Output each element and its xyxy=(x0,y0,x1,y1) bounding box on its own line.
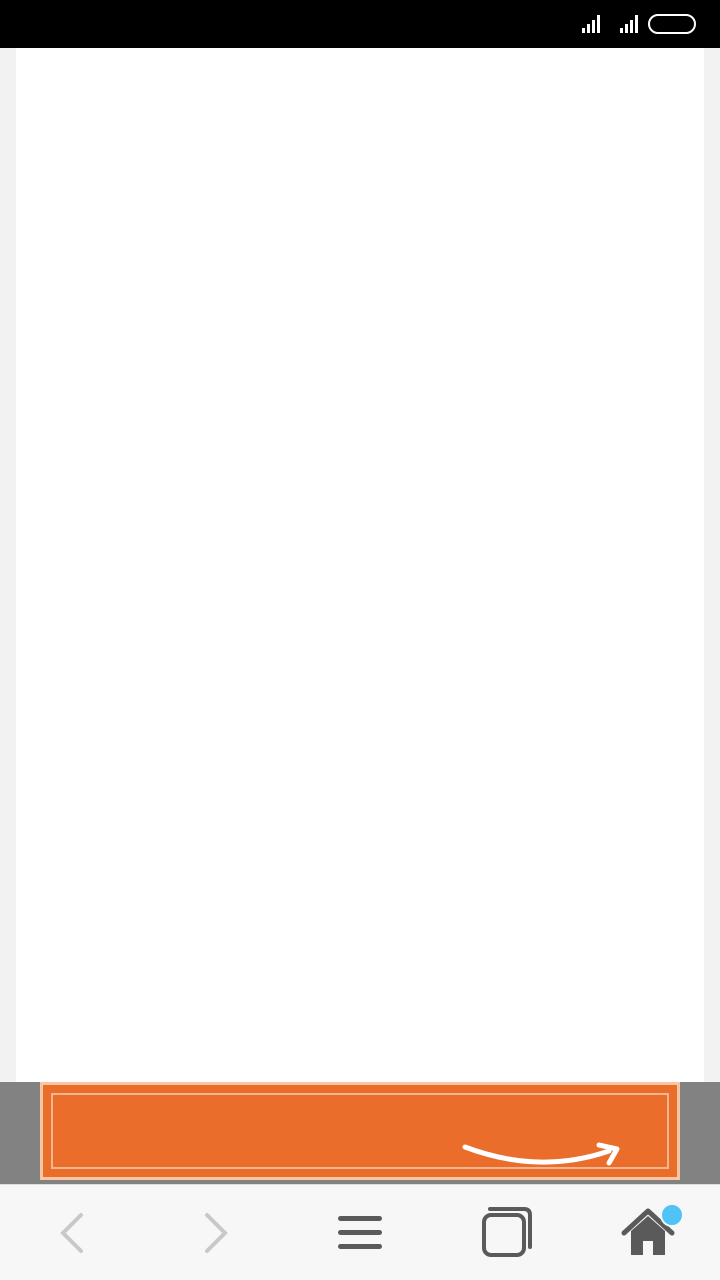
tab-count xyxy=(474,1208,534,1268)
menu-button[interactable] xyxy=(330,1203,390,1263)
back-button[interactable] xyxy=(42,1203,102,1263)
tabs-button[interactable] xyxy=(476,1203,536,1263)
battery-icon xyxy=(648,14,696,34)
chevron-left-icon xyxy=(57,1211,87,1255)
status-icons xyxy=(572,14,706,34)
home-button[interactable] xyxy=(618,1203,678,1263)
document-page xyxy=(16,48,704,1082)
status-bar xyxy=(0,0,720,48)
forward-button[interactable] xyxy=(186,1203,246,1263)
ad-banner-area xyxy=(0,1082,720,1184)
chevron-right-icon xyxy=(201,1211,231,1255)
notification-dot xyxy=(660,1203,684,1227)
signal-icon xyxy=(582,15,600,33)
amazon-ad[interactable] xyxy=(40,1082,680,1180)
browser-nav-bar xyxy=(0,1184,720,1280)
menu-icon xyxy=(336,1214,384,1252)
amazon-smile-icon xyxy=(459,1141,629,1171)
signal-icon-2 xyxy=(620,15,638,33)
document-viewer[interactable] xyxy=(0,48,720,1082)
